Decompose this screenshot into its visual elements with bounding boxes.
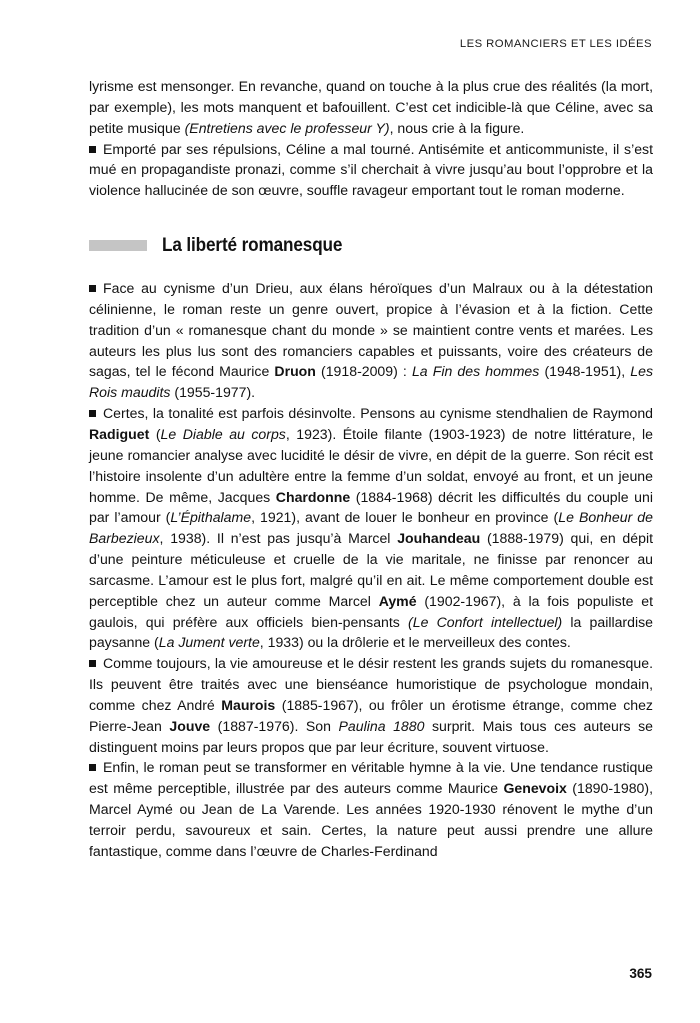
author-radiguet: Radiguet	[89, 425, 150, 442]
paragraph-celine	[89, 139, 653, 202]
paragraph-text: lyrisme est mensonger. En revanche, quand on touche à la plus crue des réalités (la mort, par exemple), les mots manquent et bafouillent. C’est cet indicible-là que Céline, avec sa petite musique	[89, 78, 653, 136]
work-title-les-rois-maudits: Les Rois maudits	[89, 363, 653, 401]
paragraph-hymne	[89, 757, 653, 861]
paragraph-text: (1885-1967), ou frôler un érotisme étrange, comme chez Pierre-Jean	[89, 696, 653, 734]
paragraph-text: (1902-1967), à la fois populiste et gaulois, qui préfère aux officiels bien-pensants	[89, 592, 654, 630]
author-jouve: Jouve	[169, 717, 211, 734]
spacer-before-heading	[89, 201, 653, 234]
paragraph-text: (1888-1979) qui, en dépit d’une peinture méticuleuse et cruelle de la vie maritale, ne finisse par renoncer au sarcasme. L’amour est le plus fort, malgré qu’il en ait. Le même comportement double est perceptible chez un auteur comme Marcel	[89, 530, 653, 609]
paragraph-text: , 1921), avant de louer le bonheur en province (	[251, 509, 559, 526]
work-title-la-jument-verte: La Jument verte	[158, 634, 260, 651]
paragraph-text: (	[149, 425, 161, 442]
paragraph-text: (1948-1951),	[539, 363, 631, 380]
square-bullet-icon	[89, 660, 96, 667]
paragraph-text: (1918-2009) :	[315, 363, 412, 380]
paragraph-lyrisme	[89, 76, 653, 139]
paragraph-text: (1890-1980), Marcel Aymé ou Jean de La Varende. Les années 1920-1930 rénovent le mythe d’un terroir perdu, savoureux et sain. Certes, la nature peut aussi prendre une allure fantastique, comme dans l’œuvre de Charles-Ferdinand	[89, 780, 653, 859]
paragraph-text: (1884-1968) décrit les difficultés du couple uni par l’amour (	[89, 488, 653, 526]
text-column	[89, 76, 653, 862]
paragraph-radiguet	[89, 403, 653, 653]
page-number: 365	[629, 966, 652, 981]
paragraph-amour	[89, 653, 653, 757]
paragraph-text: Enfin, le roman peut se transformer en véritable hymne à la vie. Une tendance rustique est même perceptible, illustrée par des auteurs comme Maurice	[89, 759, 653, 797]
paragraph-liberte	[89, 278, 653, 403]
paragraph-text: la paillardise paysanne (	[89, 613, 653, 651]
work-title-la-fin-des-hommes: La Fin des hommes	[411, 363, 540, 380]
paragraph-text: Emporté par ses répulsions, Céline a mal tourné. Antisémite et anticommuniste, il s’est mué en propagandiste pronazi, comme s’il cherchait à vivre jusqu’au bout l’opprobre et la violence hallucinée de son œuvre, souffle ravageur emportant tout le roman moderne.	[89, 140, 653, 199]
square-bullet-icon	[89, 764, 96, 771]
section-heading	[89, 234, 653, 257]
spacer-after-heading	[89, 257, 653, 278]
paragraph-text: (1955-1977).	[170, 384, 256, 401]
work-title-le-diable-au-corps: Le Diable au corps	[160, 425, 286, 442]
author-genevoix: Genevoix	[503, 780, 567, 797]
paragraph-text: , nous crie à la figure.	[389, 119, 525, 136]
section-heading-label: La liberté romanesque	[162, 234, 343, 257]
work-title-paulina-1880: Paulina 1880	[338, 717, 425, 734]
square-bullet-icon	[89, 146, 96, 153]
heading-rule-icon	[89, 240, 147, 251]
paragraph-text: surprit. Mais tous ces auteurs se distinguent moins par leurs propos que par leur écriture, souvent virtuose.	[89, 717, 653, 755]
paragraph-text: Face au cynisme d’un Drieu, aux élans héroïques d’un Malraux ou à la détestation célinienne, le roman reste un genre ouvert, propice à l’évasion et à la fiction. Cette tradition d’un « romanesque chant du monde » se maintient contre vents et marées. Les auteurs les plus lus sont des romanciers capables et puissants, voire des créateurs de sagas, tel le fécond Maurice	[89, 280, 653, 380]
running-head: LES ROMANCIERS ET LES IDÉES	[459, 38, 652, 50]
paragraph-text: , 1923). Étoile filante (1903-1923) de notre littérature, le jeune romancier analyse avec lucidité le désir de vivre, en dépit de la guerre. Son récit est l’histoire insolente d’un adultère entre la femme d’un soldat, envoyé au front, et un jeune homme. De même, Jacques	[89, 425, 653, 505]
paragraph-text: (1887-1976). Son	[210, 717, 339, 734]
author-maurois: Maurois	[221, 696, 276, 713]
paragraph-text: , 1933) ou la drôlerie et le merveilleux des contes.	[259, 634, 571, 651]
paragraph-text: , 1938). Il n’est pas jusqu’à Marcel	[159, 530, 398, 547]
square-bullet-icon	[89, 285, 96, 292]
author-jouhandeau: Jouhandeau	[397, 530, 481, 547]
author-chardonne: Chardonne	[275, 488, 351, 505]
work-title-le-bonheur-de-barbezieux: Le Bonheur de Barbezieux	[89, 509, 653, 547]
work-title-lepithalame: L’Épithalame	[170, 509, 252, 526]
paragraph-text: Comme toujours, la vie amoureuse et le désir restent les grands sujets du romanesque. Ils peuvent être traités avec une bienséance humoristique de psychologue mondain, comme chez André	[89, 655, 653, 713]
square-bullet-icon	[89, 410, 96, 417]
work-title-le-confort-intellectuel: (Le Confort intellectuel)	[408, 613, 563, 630]
author-druon: Druon	[274, 363, 316, 380]
author-ayme: Aymé	[378, 592, 417, 609]
work-title-entretiens: (Entretiens avec le professeur Y)	[184, 119, 390, 136]
paragraph-text: Certes, la tonalité est parfois désinvolte. Pensons au cynisme stendhalien de Raymond	[103, 405, 653, 422]
